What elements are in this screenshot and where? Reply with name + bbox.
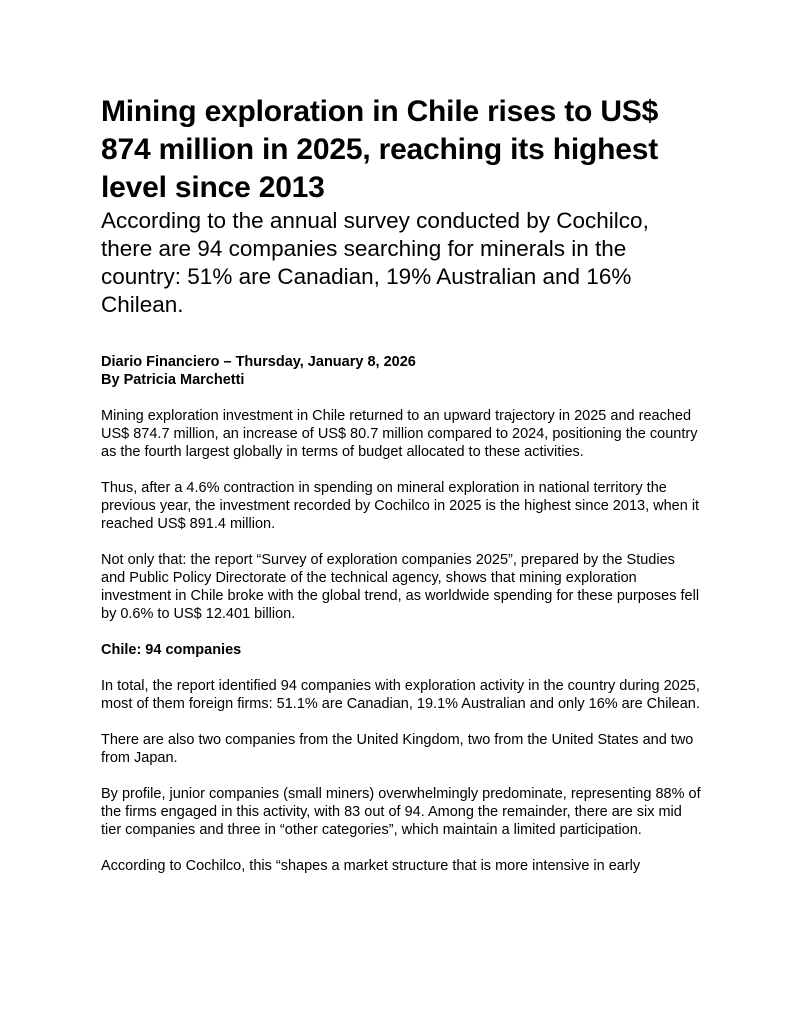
source-date: Diario Financiero – Thursday, January 8, 2026 [101,354,416,370]
article [101,93,701,875]
paragraph: According to Cochilco, this “shapes a market structure that is more intensive in early [101,858,641,874]
paragraph: In total, the report identified 94 companies with exploration activity in the country during 2025, most of them foreign firms: 51.1% are Canadian, 19.1% Australian and only 16% are Chilean. [101,678,700,712]
paragraph: Mining exploration investment in Chile returned to an upward trajectory in 2025 and reached US$ 874.7 million, an increase of US$ 80.7 million compared to 2024, positioning the country as the fourth largest globally in terms of budget allocated to these activities. [101,408,698,460]
article-subheadline: According to the annual survey conducted by Cochilco, there are 94 companies searching for minerals in the country: 51% are Canadian, 19% Australian and 16% Chilean. [101,208,649,317]
author: By Patricia Marchetti [101,372,245,388]
section-heading: Chile: 94 companies [101,642,242,658]
paragraph: Not only that: the report “Survey of exploration companies 2025”, prepared by the Studies and Public Policy Directorate of the technical agency, shows that mining exploration investment in Chile broke with the global trend, as worldwide spending for these purposes fell by 0.6% to US$ 12.401 billion. [101,552,700,622]
article-headline: Mining exploration in Chile rises to US$ 874 million in 2025, reaching its highest level since 2013 [101,95,659,204]
paragraph: By profile, junior companies (small miners) overwhelmingly predominate, representing 88% of the firms engaged in this activity, with 83 out of 94. Among the remainder, there are six mid tier companies and three in “other categories”, which maintain a limited participation. [101,786,701,838]
byline [101,353,701,389]
paragraph: There are also two companies from the United Kingdom, two from the United States and two from Japan. [101,732,694,766]
paragraph: Thus, after a 4.6% contraction in spending on mineral exploration in national territory the previous year, the investment recorded by Cochilco in 2025 is the highest since 2013, when it reached US$ 891.4 million. [101,480,700,532]
